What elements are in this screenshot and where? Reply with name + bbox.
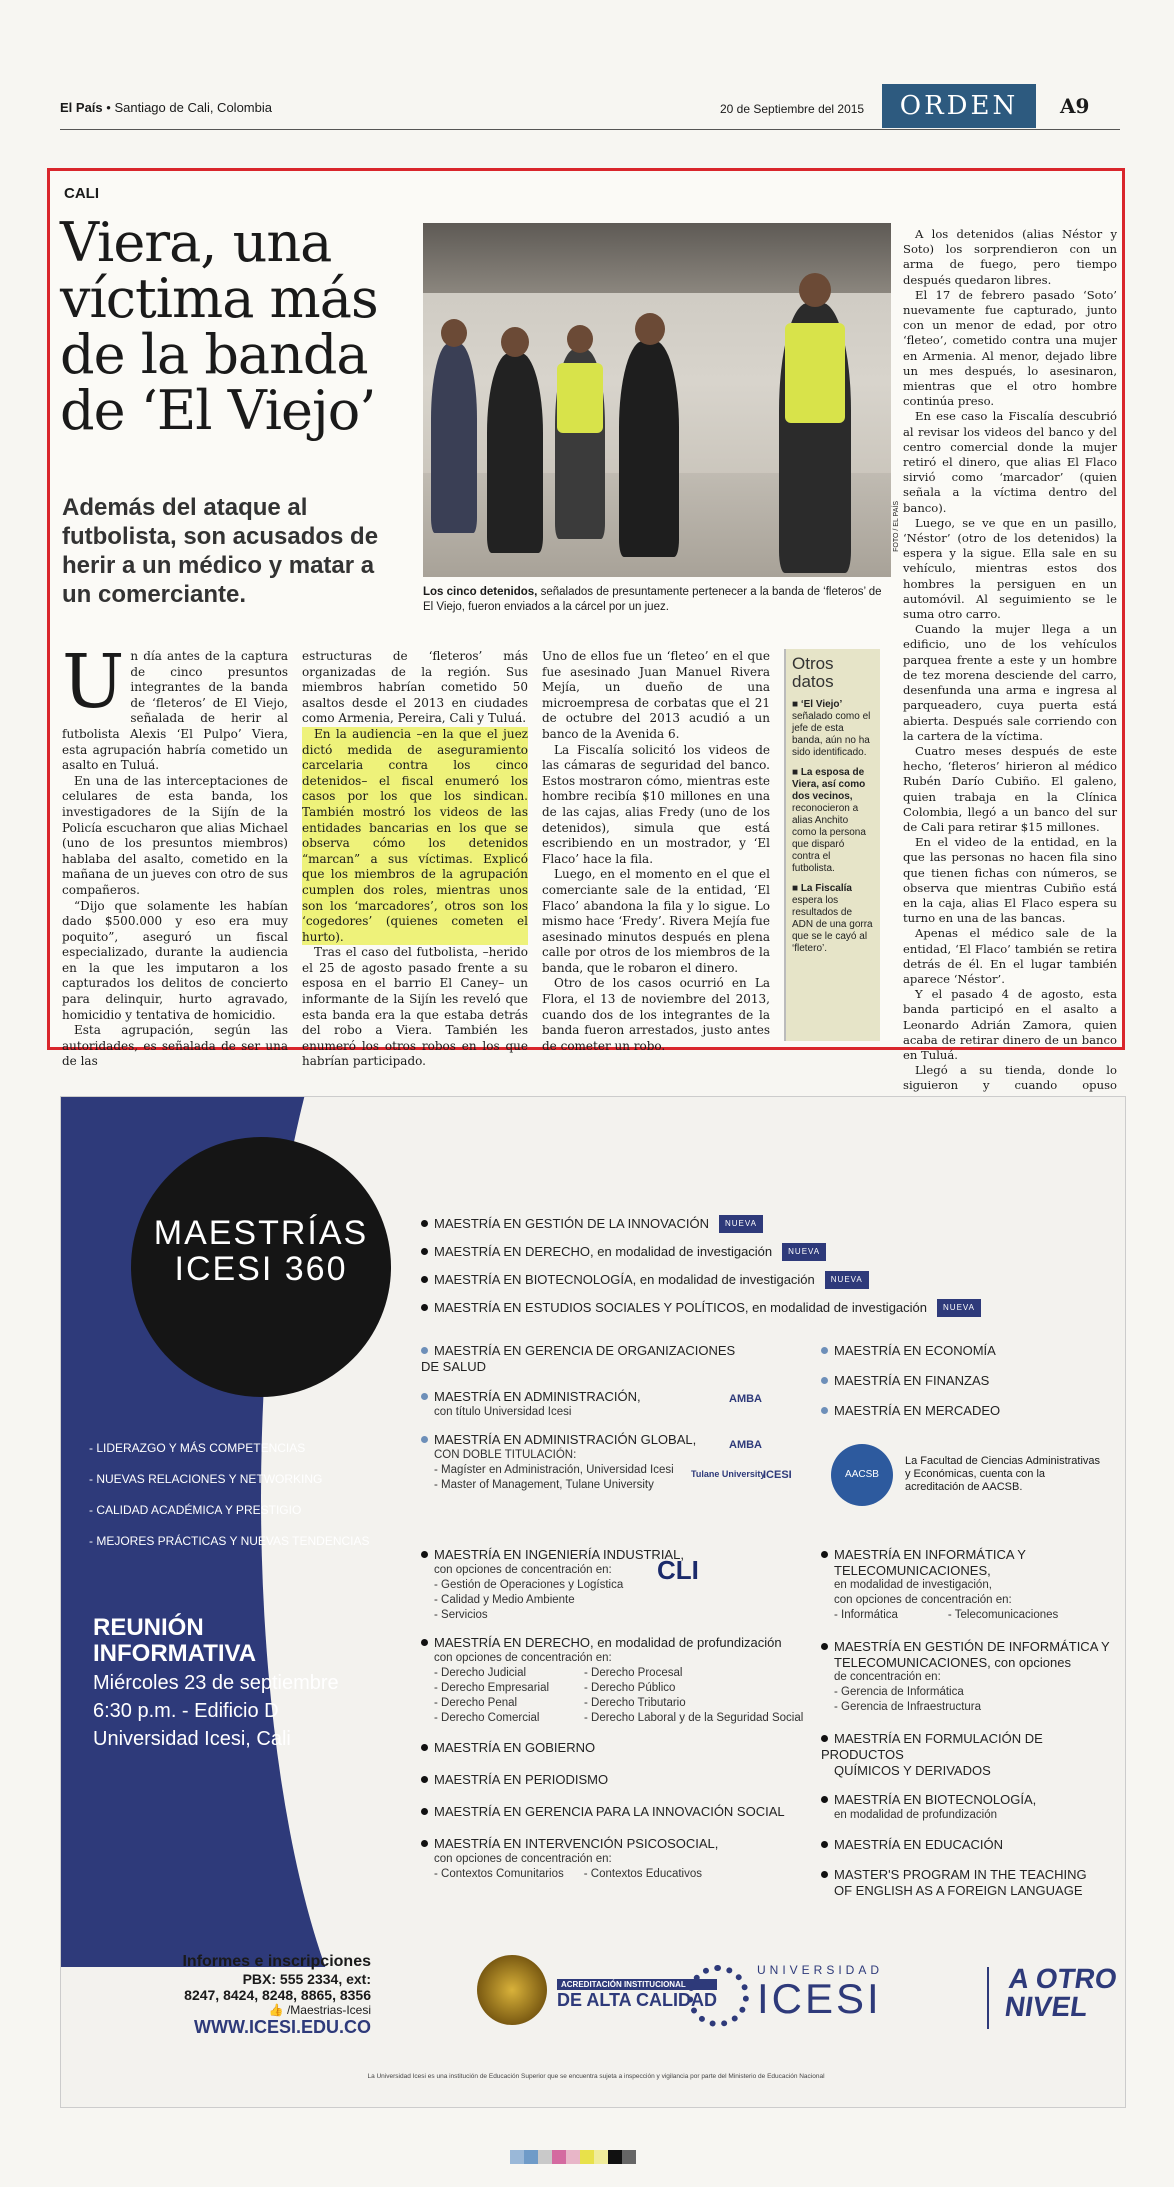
section-label: ORDEN <box>882 84 1036 128</box>
ad-footer-logos <box>457 1945 1120 2055</box>
new-badge: NUEVA <box>937 1299 981 1317</box>
photo-credit: FOTO / EL PAÍS <box>893 501 900 552</box>
icesi-logo: UNIVERSIDAD ICESI <box>757 1963 884 2022</box>
page-header <box>60 84 1120 130</box>
info-meeting: REUNIÓN INFORMATIVA Miércoles 23 de septiembre 6:30 p.m. - Edificio D Universidad Icesi, Cali <box>93 1614 339 1750</box>
program-list-lower-left: MAESTRÍA EN INGENIERÍA INDUSTRIAL, con opciones de concentración en: - Gestión de Operaciones y Logística - Calidad y Medio Ambiente - Servicios MAESTRÍA EN DERECHO, en modalidad de profundización con opciones de concentración en: - Derecho Judicial - Derecho Empresarial - Derecho Penal - Derecho Comercial - Derecho Procesal - Derecho Público - Derecho Tributario - Derecho Laboral y de la Seguridad Social MAESTRÍA EN GOBIERNO MAESTRÍA EN PERIODISMO MAESTRÍA EN GERENCIA PARA LA INNOVACIÓN SOCIAL MAESTRÍA EN INTERVENCIÓN PSICOSOCIAL, con opciones de concentración en: - Contextos Comunitarios - Contextos Educativos <box>421 1547 821 1882</box>
article-photo <box>423 223 891 577</box>
caption-text: señalados de presuntamente pertenecer a la banda de ‘fleteros’ de El Viejo, fueron enviados a la cárcel por un juez. <box>423 586 882 613</box>
bullet-icon <box>421 1304 428 1311</box>
photo-caption <box>423 585 893 615</box>
program-list-business: MAESTRÍA EN GERENCIA DE ORGANIZACIONES DE SALUD MAESTRÍA EN ADMINISTRACIÓN, con título Universidad Icesi MAESTRÍA EN ADMINISTRACIÓN GLOBAL, CON DOBLE TITULACIÓN: - Magíster en Administración, Universidad Icesi - Master of Management, Tulane University <box>421 1343 736 1491</box>
website-link[interactable]: WWW.ICESI.EDU.CO <box>194 2017 371 2037</box>
icesi-emblem-icon <box>687 1965 749 2027</box>
accreditation-label: ACREDITACIÓN INSTITUCIONAL DE ALTA CALIDAD <box>557 1980 717 2010</box>
article-headline: Viera, una víctima más de la banda de ‘El Viejo’ <box>60 211 378 442</box>
ad-benefits: - LIDERAZGO Y MÁS COMPETENCIAS - NUEVAS RELACIONES Y NETWORKING - CALIDAD ACADÉMICA Y PRESTIGIO - MEJORES PRÁCTICAS Y NUEVAS TENDENCIAS <box>89 1441 370 1548</box>
bullet-icon <box>421 1276 428 1283</box>
icesi-small-logo: ICESI <box>763 1469 792 1481</box>
print-color-bar <box>510 2150 636 2164</box>
slogan: A OTRO NIVEL <box>1002 1963 1120 2022</box>
masthead-line: El País • Santiago de Cali, Colombia <box>60 100 272 115</box>
thumbs-up-icon: 👍 <box>268 2003 284 2017</box>
program-list-economics: MAESTRÍA EN ECONOMÍA MAESTRÍA EN FINANZAS MAESTRÍA EN MERCADEO <box>821 1343 1000 1419</box>
sidebar-title: Otros datos <box>792 654 834 691</box>
bullet-icon <box>421 1248 428 1255</box>
page-number: A9 <box>1060 94 1090 118</box>
bullet-icon <box>421 1220 428 1227</box>
article-column-1: Un día antes de la captura de cinco presuntos integrantes de la banda de ‘fleteros’ de El Viejo, señalada de herir al futbolista Alexis ‘El Pulpo’ Viera, esta agrupación habría cometido un asalto en Tuluá. En una de las interceptaciones de celulares de esta banda, los investigadores de la Sijín de la Policía escucharon que alias Michael (uno de los presuntos miembros) hablaba del asalto, cometido en la mañana de un jueves con otro de sus compañeros. “Dijo que solamente les habían dado $500.000 y eso era muy poquito”, aseguró un fiscal especializado, durante la audiencia en la que les imputaron a los capturados los delitos de concierto para delinquir, hurto agravado, homicidio y tentativa de homicidio. Esta agrupación, según las autoridades, es señalada de ser una de las <box>62 639 288 1069</box>
amba-logo: AMBA <box>729 1439 762 1451</box>
contact-info: Informes e inscripciones PBX: 555 2334, ext: 8247, 8424, 8248, 8865, 8356 👍 /Maestrias-Icesi WWW.ICESI.EDU.CO <box>121 1953 371 2038</box>
paper-name: El País <box>60 100 103 115</box>
otros-datos-sidebar: Otros datos ■ ‘El Viejo’ señalado como el jefe de esta banda, aún no ha sido identificado. ■ La esposa de Viera, así como dos vecinos, reconocieron a alias Anchito como la persona que disparó contra el futbolista. ■ La Fiscalía espera los resultados de ADN de una gorra que se le cayó al ‘fletero’. <box>784 649 880 1041</box>
article-box <box>47 168 1125 1093</box>
article-deck: Además del ataque al futbolista, son acusados de herir a un médico y matar a un comerciante. <box>62 494 379 608</box>
new-badge: NUEVA <box>782 1243 826 1261</box>
icesi-advertisement <box>60 1096 1126 2108</box>
accreditation-seal-icon <box>477 1955 547 2025</box>
city-name: Santiago de Cali, Colombia <box>114 100 272 115</box>
new-badge: NUEVA <box>825 1271 869 1289</box>
program-list-new: MAESTRÍA EN GESTIÓN DE LA INNOVACIÓN NUEVA MAESTRÍA EN DERECHO, en modalidad de investigación NUEVA MAESTRÍA EN BIOTECNOLOGÍA, en modalidad de investigación NUEVA MAESTRÍA EN ESTUDIOS SOCIALES Y POLÍTICOS, en modalidad de investigación NUEVA <box>421 1215 981 1317</box>
drop-cap: U <box>62 639 125 725</box>
cli-logo: CLI <box>657 1555 699 1585</box>
aacsb-note: La Facultad de Ciencias Administrativas y Económicas, cuenta con la acreditación de AACSB. <box>905 1455 1101 1493</box>
program-list-lower-right: MAESTRÍA EN INFORMÁTICA Y TELECOMUNICACIONES, en modalidad de investigación, con opciones de concentración en: - Informática - Telecomunicaciones MAESTRÍA EN GESTIÓN DE INFORMÁTICA Y TELECOMUNICACIONES, con opciones de concentración en: - Gerencia de Informática - Gerencia de Infraestructura MAESTRÍA EN FORMULACIÓN DE PRODUCTOS QUÍMICOS Y DERIVADOS MAESTRÍA EN BIOTECNOLOGÍA, en modalidad de profundización MAESTRÍA EN EDUCACIÓN MASTER'S PROGRAM IN THE TEACHING OF ENGLISH AS A FOREIGN LANGUAGE <box>821 1547 1110 1898</box>
caption-lead: Los cinco detenidos, <box>423 586 538 598</box>
new-badge: NUEVA <box>719 1215 763 1233</box>
legal-note: La Universidad Icesi es una institución de Educación Superior que se encuentra sujeta a inspección y vigilancia por parte del Ministerio de Educación Nacional <box>367 2073 825 2080</box>
article-column-3: Uno de ellos fue un ‘fleteo’ en el que fue asesinado Juan Manuel Rivera Mejía, un dueño de una microempresa de corbatas que el 21 de octubre del 2013 acudió a un banco de la Avenida 6. La Fiscalía solicitó los videos de las cámaras de seguridad del banco. Estos mostraron cómo, mientras este hombre recibía $10 millones en una de las cajas, alias Fredy (uno de los detenidos), simula que está escribiendo en un mostrador, y ‘El Flaco’ hace la fila. Luego, en el momento en el que el comerciante sale de la entidad, ‘El Flaco’ abandona la fila y lo sigue. Lo mismo hace ‘Fredy’. Rivera Mejía fue asesinado minutos después en plena calle por otros de los miembros de la banda, que le robaron el dinero. Otro de los casos ocurrió en La Flora, el 13 de noviembre del 2013, cuando dos de los integrantes de la banda fueron arrestados, justo antes de cometer un robo. <box>542 649 770 1053</box>
amba-logo: AMBA <box>729 1393 762 1405</box>
article-column-2: estructuras de ‘fleteros’ más organizadas de la región. Sus miembros habrían cometido 50 asaltos desde el 2013 en ciudades como Armenia, Pereira, Cali y Tuluá. En la audiencia –en la que el juez dictó medida de aseguramiento carcelaria contra los cinco detenidos– el fiscal enumeró los casos por los que los sindican. También mostró los videos de las entidades bancarias en los que se observa cómo los detenidos “marcan” a sus víctimas. Explicó que los miembros de la agrupación cumplen dos roles, mientras unos son los ‘marcadores’, otros son los ‘cogedores’ (quienes cometen el hurto). Tras el caso del futbolista, –herido el 25 de agosto pasado frente a su esposa en el barrio El Caney– un informante de la Sijín les reveló que esta banda era la que estaba detrás del robo a Viera. También les enumeró los otros robos en los que habrían participado. <box>302 649 528 1069</box>
highlighted-paragraph: En la audiencia –en la que el juez dictó medida de aseguramiento carcelaria contra los cinco detenidos– el fiscal enumeró los casos por los que los sindican. También mostró los videos de las entidades bancarias en los que se observa cómo los detenidos “marcan” a sus víctimas. Explicó que los miembros de la agrupación cumplen dos roles, mientras unos son los ‘marcadores’, otros son los ‘cogedores’ (quienes cometen el hurto). <box>302 726 528 944</box>
issue-date: 20 de Septiembre del 2015 <box>720 102 865 116</box>
aacsb-seal: AACSB <box>831 1444 893 1506</box>
ad-brand: MAESTRÍAS ICESI 360 <box>153 1214 369 1288</box>
article-kicker: CALI <box>64 185 99 202</box>
article-column-4: A los detenidos (alias Néstor y Soto) los sorprendieron con un arma de fuego, pero tiempo después quedaron libres. El 17 de febrero pasado ‘Soto’ nuevamente fue capturado, junto con un menor de edad, por otro ‘fleteo’, cometido contra una mujer en Armenia. Al menor, dejado libre un mes después, lo asesinaron, mientras que el otro hombre continúa preso. En ese caso la Fiscalía descubrió al revisar los videos del banco y del centro comercial donde la mujer retiró el dinero, que alias El Flaco sirvió como ‘marcador’ (quien señala a la víctima dentro del banco). Luego, se ve que en un pasillo, ‘Néstor’ (otro de los detenidos) la espera y la sigue. Ella sale en su vehículo, mientras estos dos hombres la persiguen en un automóvil. Al seguimiento se le suma otro carro. Cuando la mujer llega a un edificio, uno de los vehículos parquea frente a este y un hombre de tez morena desciende del carro, desenfunda una arma e ingresa al parqueadero, cuya puerta está abierta. Después sale corriendo con la cartera de la víctima. Cuatro meses después de este hecho, ‘fleteros’ hirieron al médico Rubén Darío Cubiño. El galeno, quien trabaja en la Clínica Colombia, llegó a un banco del sur de Cali para retirar $15 millones. En el video de la entidad, en la que las personas no hacen fila sino que tienen fichas con números, se observa que mientras Cubiño está en la caja, alias El Flaco espera su turno en una de las bancas. Apenas el médico sale de la entidad, ‘El Flaco’ también se retira detrás de él. En el lugar también aparece ‘Néstor’. Y el pasado 4 de agosto, esta banda participó en el asalto a Leonardo Adrián Zamora, quien acaba de retirar dinero de un banco en Tuluá. Llegó a su tienda, donde lo siguieron y cuando opuso <box>903 227 1117 1093</box>
tulane-logo: Tulane University <box>691 1469 766 1479</box>
